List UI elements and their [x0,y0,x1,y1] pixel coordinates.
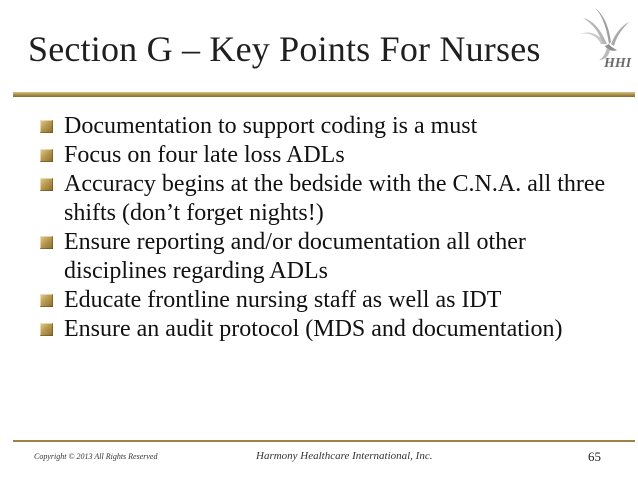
bullet-square-icon [40,236,53,249]
bullet-text: Ensure reporting and/or documentation all other disciplines regarding ADLs [64,229,526,284]
bullet-list [40,112,625,344]
footer-divider [13,440,635,442]
bullet-text: Focus on four late loss ADLs [64,142,345,168]
bullet-square-icon [40,294,53,307]
footer-company: Harmony Healthcare International, Inc. [256,450,433,462]
bullet-item [40,170,625,228]
footer-copyright: Copyright © 2013 All Rights Reserved [34,452,158,461]
bullet-square-icon [40,149,53,162]
slide-title: Section G – Key Points For Nurses [28,29,541,69]
bullet-square-icon [40,323,53,336]
dove-logo-icon [577,4,637,74]
logo-text: HHI [604,56,632,71]
bullet-item [40,315,625,344]
bullet-text: Educate frontline nursing staff as well as IDT [64,287,502,313]
page-number: 65 [588,449,601,464]
bullet-text: Ensure an audit protocol (MDS and documentation) [64,316,563,342]
bullet-text: Accuracy begins at the bedside with the C.N.A. all three shifts (don’t forget nights!) [64,171,606,226]
bullet-item [40,141,625,170]
bullet-square-icon [40,178,53,191]
bullet-item [40,112,625,141]
bullet-item [40,286,625,315]
bullet-item [40,228,625,286]
bullet-text: Documentation to support coding is a must [64,113,478,139]
title-divider [13,92,635,97]
bullet-square-icon [40,120,53,133]
